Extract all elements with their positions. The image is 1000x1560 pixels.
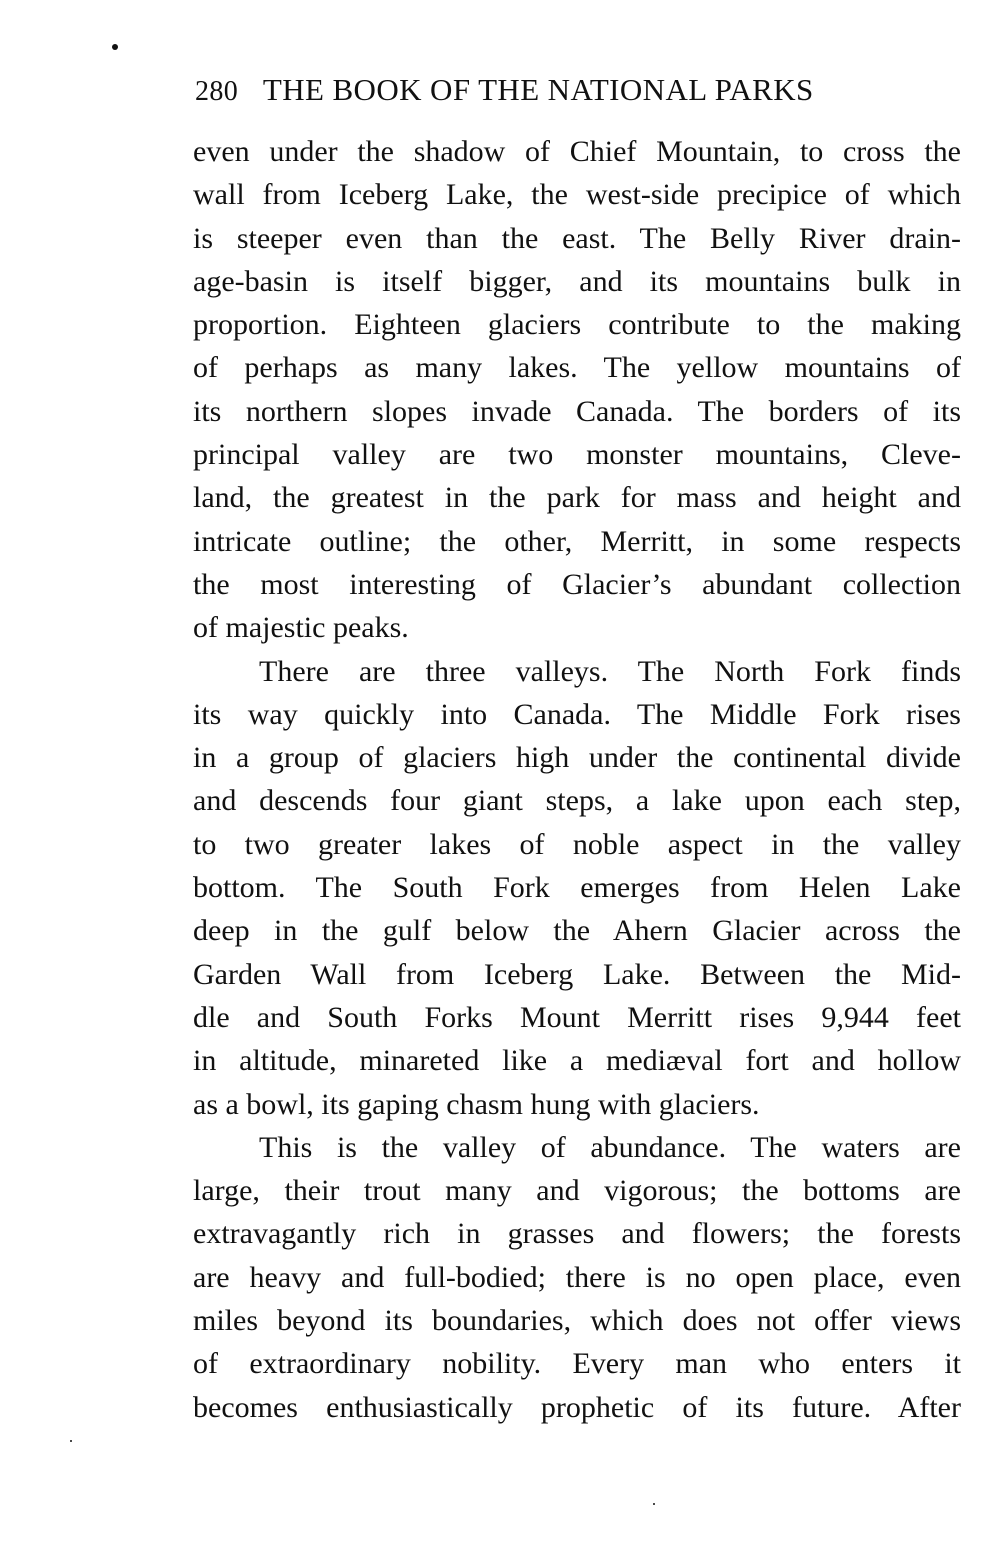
paragraph — [193, 1126, 961, 1429]
text-line: in a group of glaciers high under the continental divide — [193, 741, 961, 775]
text-line: large, their trout many and vigorous; the bottoms are — [193, 1174, 961, 1208]
text-line: and descends four giant steps, a lake upon each step, — [193, 784, 961, 818]
text-line: bottom. The South Fork emerges from Helen Lake — [193, 871, 961, 905]
text-line: of extraordinary nobility. Every man who enters it — [193, 1347, 961, 1381]
paragraph — [193, 130, 961, 650]
text-line: are heavy and full-bodied; there is no open place, even — [193, 1260, 961, 1294]
text-line: of majestic peaks. — [193, 611, 409, 645]
text-line: even under the shadow of Chief Mountain, to cross the — [193, 135, 961, 168]
text-line: in altitude, minareted like a mediæval fort and hollow — [193, 1044, 961, 1078]
text-line: wall from Iceberg Lake, the west-side precipice of which — [193, 178, 961, 212]
text-line: miles beyond its boundaries, which does not offer views — [193, 1304, 961, 1338]
text-line: its northern slopes invade Canada. The borders of its — [193, 394, 961, 428]
text-line: as a bowl, its gaping chasm hung with glaciers. — [193, 1087, 760, 1121]
text-line: This is the valley of abundance. The waters are — [259, 1130, 961, 1164]
text-line: the most interesting of Glacier’s abundant collection — [193, 567, 961, 601]
ink-speck — [70, 1440, 72, 1442]
text-line: deep in the gulf below the Ahern Glacier across the — [193, 914, 961, 948]
page-number: 280 — [195, 76, 239, 107]
text-line: intricate outline; the other, Merritt, in some respects — [193, 524, 961, 558]
text-line: extravagantly rich in grasses and flowers; the forests — [193, 1217, 961, 1251]
text-line: There are three valleys. The North Fork finds — [259, 654, 961, 688]
ink-speck — [653, 1503, 655, 1505]
text-line: of perhaps as many lakes. The yellow mountains of — [193, 351, 961, 385]
running-head: THE BOOK OF THE NATIONAL PARKS — [262, 72, 814, 107]
text-line: to two greater lakes of noble aspect in the valley — [193, 827, 961, 861]
text-line: principal valley are two monster mountains, Cleve- — [193, 438, 961, 472]
page-header — [195, 72, 960, 116]
text-line: Garden Wall from Iceberg Lake. Between the Mid- — [193, 957, 961, 991]
body-text — [193, 130, 961, 1429]
text-line: proportion. Eighteen glaciers contribute to the making — [193, 308, 961, 342]
text-line: age-basin is itself bigger, and its mountains bulk in — [193, 264, 961, 298]
paragraph — [193, 650, 961, 1126]
text-line: its way quickly into Canada. The Middle Fork rises — [193, 697, 961, 731]
ink-speck — [112, 44, 118, 50]
text-line: is steeper even than the east. The Belly River drain- — [193, 221, 961, 255]
text-line: land, the greatest in the park for mass and height and — [193, 481, 961, 515]
text-line: becomes enthusiastically prophetic of its future. After — [193, 1390, 961, 1424]
text-line: dle and South Forks Mount Merritt rises 9,944 feet — [193, 1000, 961, 1034]
